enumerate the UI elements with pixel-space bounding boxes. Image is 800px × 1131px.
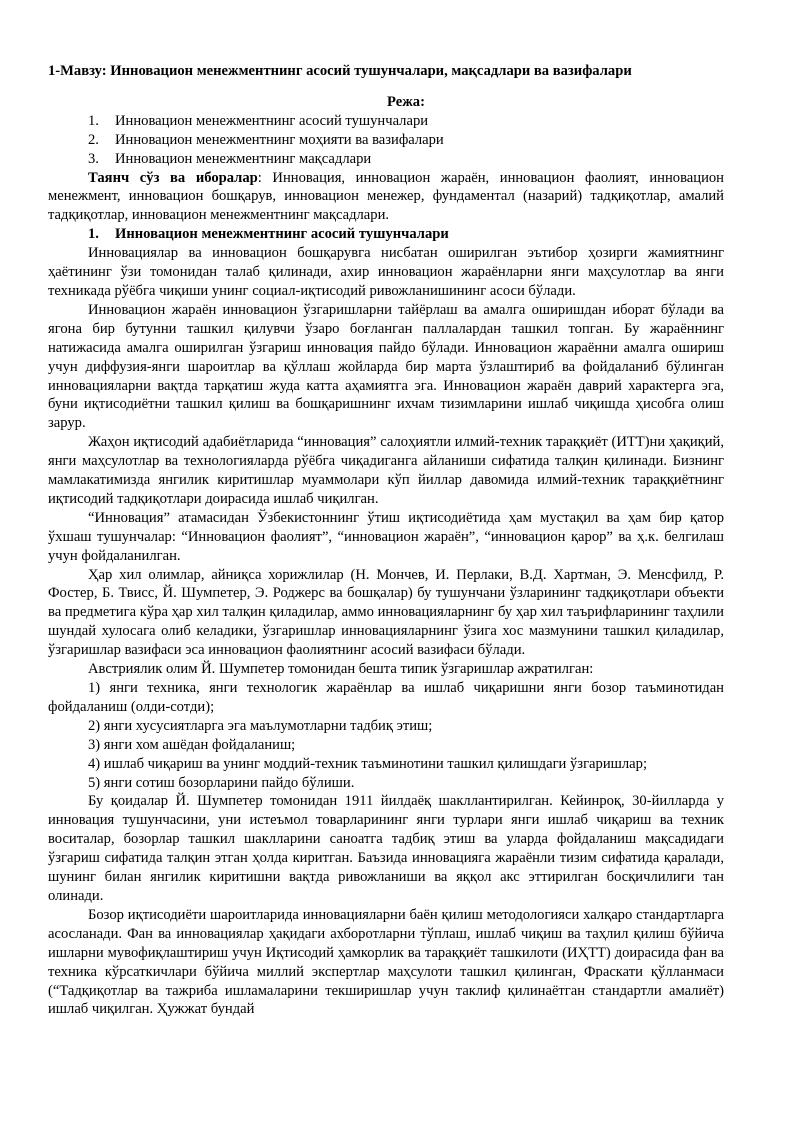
keywords-text: : Инновация, инновацион жараён, инновацион фаолият, инновацион менежмент, инновацион бошқарув, инновацион менежер, фундаментал (назарий) тадқиқотлар, амалий тадқиқотлар, инновацион менежментнинг мақсадлари.	[48, 169, 724, 224]
list-item: 2) янги хусусиятларга эга маълумотларни тадбиқ этиш;	[88, 717, 433, 734]
list-item: 5) янги сотиш бозорларини пайдо бўлиши.	[88, 774, 355, 791]
body-paragraph: Бозор иқтисодиёти шароитларида инновацияларни баён қилиш методологияси халқаро стандартларга асосланади. Фан ва инновациялар ҳақидаги ахборотларни тўплаш, ишлаб чиқиш ва таҳлил қилиш бўйича ишларни мувофиқлаштириш учун Иқтисодий ҳамкорлик ва тараққиёт ташкилоти (ИҲТТ) доирасида фан ва техника кўрсаткичлари бўйича миллий экспертлар маҳсулоти ташкил қилинган, Фраскати қўлланмаси (“Тадқиқотлар ва тажриба ишламаларини текширишлар учун таклиф қилинаётган стандартли амалиёт) ишлаб чиқилган. Ҳужжат бундай	[48, 906, 724, 1018]
section-heading	[48, 225, 724, 244]
section-title: Инновацион менежментнинг асосий тушунчалари	[115, 226, 449, 243]
list-item: 4) ишлаб чиқариш ва унинг моддий-техник таъминотини ташкил қилишдаги ўзгаришлар;	[88, 755, 647, 772]
list-item: 1) янги техника, янги технологик жараёнлар ва ишлаб чиқаришни янги бозор таъминотидан фойдаланиш (олди-сотди);	[48, 680, 724, 715]
body-paragraph: Инновацион жараён инновацион ўзгаришларни тайёрлаш ва амалга оширишдан иборат бўлади ва ягона бир бутунни ташкил қилувчи ўзаро боғланган паллалардан ташкил топган. Бу жараённинг натижасида амалга оширилган ўзгариш инновация пайдо бўлади. Инновацион жараённи амалга ошириш учун диффузия-янги шароитлар ва қўллаш жойларда бир марта ўзлаштириб ва фойдаланиб бўлинган инновацияларни вақтда тарқатиш жуда катта аҳамиятга эга. Инновацион жараён даврий характерга эга, буни иқтисодиётни ташкил қилиш ва бошқаришнинг ихчам тизимларини ишлаб чиқишда ҳисобга олиш зарур.	[48, 301, 724, 432]
keywords-label: Таянч сўз ва иборалар	[88, 169, 258, 186]
plan-item-number: 2.	[88, 131, 99, 148]
plan-item-number: 3.	[88, 150, 99, 167]
plan-item	[48, 112, 724, 131]
document-title: 1-Мавзу: Инновацион менежментнинг асосий тушунчалари, мақсадлари ва вазифалари	[48, 63, 632, 79]
body-paragraph: Инновациялар ва инновацион бошқарувга нисбатан оширилган эътибор ҳозирги жамиятнинг ҳаётининг ўзи томонидан талаб қилинади, ахир инновацион жараёнларни янги маҳсулотлар ва янги техникада рўёбга чиқиши унинг социал-иқтисодий ривожланишининг асоси бўлади.	[48, 245, 724, 299]
body-paragraph: Жаҳон иқтисодий адабиётларида “инновация” салоҳиятли илмий-техник тараққиёт (ИТТ)ни ҳақиқий, янги маҳсулотлар ва технологияларда рўёбга чиқадиганга айланиши сифатида талқин қилинади. Бизнинг мамлакатимизда янгилик киритишлар муаммолари кўп йиллар давомида илмий-техник тараққиётнинг иқтисодий тадқиқотлари доирасида ишлаб чиқилган.	[48, 434, 724, 507]
body-paragraph: “Инновация” атамасидан Ўзбекистоннинг ўтиш иқтисодиётида ҳам мустақил ва ҳам бир қатор ўхшаш тушунчалар: “Инновацион фаолият”, “инновацион жараён”, “инновацион қарор” ва ҳ.к. белгилаш учун фойдаланилган.	[48, 509, 724, 564]
plan-list	[48, 112, 724, 169]
body-paragraph: Ҳар хил олимлар, айниқса хорижлилар (Н. Мончев, И. Перлаки, В.Д. Хартман, Э. Менсфилд, Р. Фостер, Б. Твисс, Й. Шумпетер, Э. Роджерс ва бошқалар) бу тушунчани ўзларининг тадқиқотлари объекти ва предметига кўра ҳар хил талқин қиладилар, аммо инновацияларнинг бу ҳар хил таърифларининг таҳлили шундай хулосага олиб келадики, ўзгаришлар инновацияларнинг ўзига хос мазмунини ташкил қиладилар, ўзгаришлар вазифаси эса инновацион фаолиятнинг асосий вазифаси бўлади.	[48, 566, 724, 659]
plan-item-text: Инновацион менежментнинг мақсадлари	[115, 150, 372, 167]
plan-item-text: Инновацион менежментнинг асосий тушунчалари	[115, 112, 429, 129]
keywords-paragraph	[48, 169, 724, 226]
plan-heading: Режа:	[387, 93, 425, 110]
body-paragraph: Бу қоидалар Й. Шумпетер томонидан 1911 йилдаёқ шакллантирилган. Кейинроқ, 30-йилларда у инновация тушунчасини, уни истеъмол товарларининг янги турлари янги ишлаб чиқариш ва техник воситалар, бозорлар ташкил шаклларини саноатга тадбиқ этиш ва уларда фойдаланиш мақсадидаги ўзгариш сифатида талқин этган ҳолда киритган. Баъзида инновацияга жараёнли тизим сифатида қаралади, шунинг билан янгилик киритишни вақтда ривожланиши ва яққол акс эттирилган босқичлилиги тан олинади.	[48, 793, 724, 904]
list-item: 3) янги хом ашёдан фойдаланиш;	[88, 736, 296, 753]
plan-item	[48, 131, 724, 150]
plan-item-number: 1.	[88, 112, 99, 129]
document-content	[48, 62, 724, 1019]
plan-item	[48, 150, 724, 169]
body-paragraph: Австриялик олим Й. Шумпетер томонидан бешта типик ўзгаришлар ажратилган:	[88, 661, 594, 678]
section-number: 1.	[88, 226, 99, 243]
plan-item-text: Инновацион менежментнинг моҳияти ва вазифалари	[115, 131, 444, 148]
